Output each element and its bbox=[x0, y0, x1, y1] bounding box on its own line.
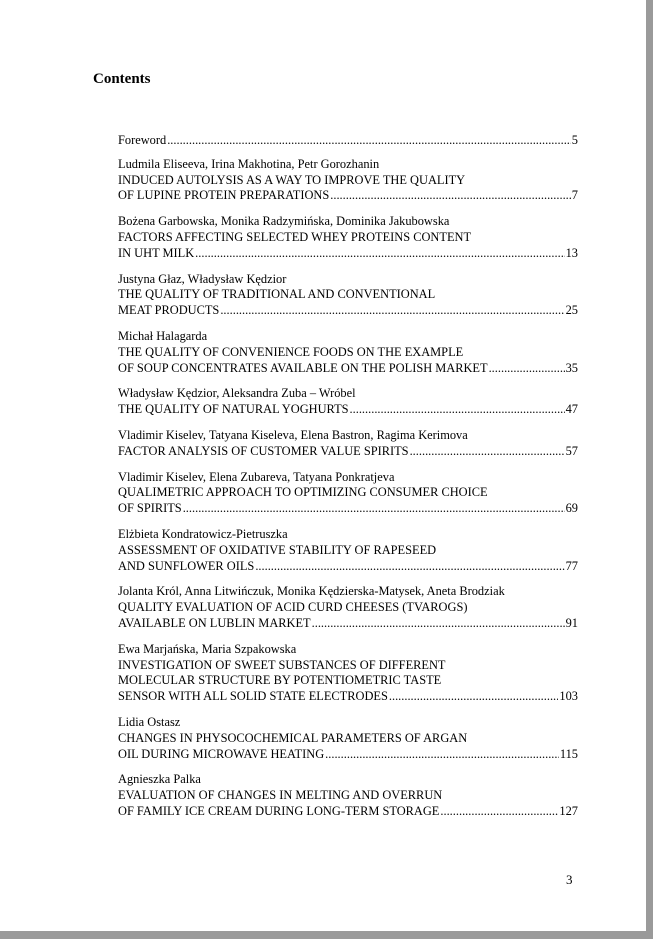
toc-entry-title-line: ASSESSMENT OF OXIDATIVE STABILITY OF RAPESEED bbox=[118, 542, 437, 557]
toc-entry-page-number: 13 bbox=[565, 245, 578, 260]
toc-entry-title-line: QUALIMETRIC APPROACH TO OPTIMIZING CONSUMER CHOICE bbox=[118, 485, 488, 500]
dot-leader bbox=[183, 501, 565, 517]
toc-entry-authors: Justyna Głaz, Władysław Kędzior bbox=[118, 271, 287, 286]
dot-leader bbox=[255, 559, 564, 575]
toc-entry-authors: Ewa Marjańska, Maria Szpakowska bbox=[118, 641, 297, 656]
toc-entry-title-line: EVALUATION OF CHANGES IN MELTING AND OVERRUN bbox=[118, 788, 443, 803]
viewer-bottom-border bbox=[0, 931, 653, 939]
toc-entry-leader-line bbox=[118, 804, 578, 820]
toc-entry-leader-line bbox=[118, 501, 578, 517]
toc-entry[interactable] bbox=[118, 428, 578, 460]
toc-entry-leader-line bbox=[118, 133, 578, 149]
toc-entry[interactable] bbox=[118, 214, 578, 261]
toc-entry[interactable] bbox=[118, 157, 578, 204]
toc-entry[interactable] bbox=[118, 470, 578, 517]
toc-entry-title-last-line: THE QUALITY OF NATURAL YOGHURTS bbox=[118, 402, 349, 417]
dot-leader bbox=[410, 444, 565, 460]
dot-leader bbox=[440, 804, 558, 820]
toc-entry-authors: Lidia Ostasz bbox=[118, 714, 181, 729]
toc-entry-page-number: 77 bbox=[565, 558, 578, 573]
dot-leader bbox=[312, 616, 565, 632]
toc-entry-page-number: 103 bbox=[559, 689, 578, 704]
toc-entry-page-number: 115 bbox=[559, 746, 578, 761]
toc-entry-title-last-line: AND SUNFLOWER OILS bbox=[118, 558, 255, 573]
toc-entry[interactable] bbox=[118, 527, 578, 574]
toc-entry-authors: Michał Halagarda bbox=[118, 328, 208, 343]
toc-entry-title-line: THE QUALITY OF TRADITIONAL AND CONVENTIONAL bbox=[118, 287, 436, 302]
toc-entry-leader-line bbox=[118, 402, 578, 418]
toc-entry-page-number: 91 bbox=[565, 615, 578, 630]
toc-entry[interactable] bbox=[118, 772, 578, 819]
toc-entry-page-number: 69 bbox=[565, 501, 578, 516]
toc-entry-page-number: 127 bbox=[559, 803, 578, 818]
toc-entry-authors: Vladimir Kiselev, Tatyana Kiseleva, Elena Bastron, Ragima Kerimova bbox=[118, 427, 468, 442]
toc-entry-title-last-line: FACTOR ANALYSIS OF CUSTOMER VALUE SPIRITS bbox=[118, 443, 409, 458]
toc-entry-title-line: THE QUALITY OF CONVENIENCE FOODS ON THE EXAMPLE bbox=[118, 344, 464, 359]
toc-entry-title-line: QUALITY EVALUATION OF ACID CURD CHEESES (TVAROGS) bbox=[118, 600, 468, 615]
page-number: 3 bbox=[566, 872, 573, 887]
toc-entry-title-line: CHANGES IN PHYSOCOCHEMICAL PARAMETERS OF ARGAN bbox=[118, 730, 468, 745]
toc-entry-leader-line bbox=[118, 689, 578, 705]
dot-leader bbox=[220, 303, 564, 319]
toc-entry-title-last-line: OF SPIRITS bbox=[118, 501, 182, 516]
toc-entry-title-last-line: SENSOR WITH ALL SOLID STATE ELECTRODES bbox=[118, 689, 388, 704]
toc-entry-leader-line bbox=[118, 616, 578, 632]
toc-entry-title-line: INVESTIGATION OF SWEET SUBSTANCES OF DIFFERENT bbox=[118, 657, 446, 672]
toc-entry-authors: Władysław Kędzior, Aleksandra Zuba – Wróbel bbox=[118, 386, 356, 401]
viewer-right-border bbox=[646, 0, 653, 939]
toc-entry-leader-line bbox=[118, 444, 578, 460]
toc-entry-leader-line bbox=[118, 747, 578, 763]
toc-entry-authors: Ludmila Eliseeva, Irina Makhotina, Petr Gorozhanin bbox=[118, 156, 380, 171]
toc-entry[interactable] bbox=[118, 329, 578, 376]
toc-entry-page-number: 25 bbox=[565, 303, 578, 318]
toc-entry-title-last-line: OIL DURING MICROWAVE HEATING bbox=[118, 746, 325, 761]
toc-entry-title-last-line: OF FAMILY ICE CREAM DURING LONG-TERM STORAGE bbox=[118, 803, 440, 818]
toc-entry-title-last-line: Foreword bbox=[118, 133, 167, 147]
toc-entry-page-number: 35 bbox=[565, 360, 578, 375]
toc-entry-leader-line bbox=[118, 559, 578, 575]
toc-entry[interactable] bbox=[118, 272, 578, 319]
toc-entry-leader-line bbox=[118, 303, 578, 319]
contents-heading: Contents bbox=[93, 71, 151, 87]
toc-entry-title-last-line: OF SOUP CONCENTRATES AVAILABLE ON THE POLISH MARKET bbox=[118, 360, 488, 375]
toc-entry-authors: Elżbieta Kondratowicz-Pietruszka bbox=[118, 526, 288, 541]
toc-entry-page-number: 7 bbox=[571, 188, 578, 203]
table-of-contents bbox=[118, 133, 578, 830]
toc-entry[interactable] bbox=[118, 715, 578, 762]
toc-entry[interactable] bbox=[118, 584, 578, 631]
toc-entry-leader-line bbox=[118, 361, 578, 377]
toc-entry-authors: Agnieszka Palka bbox=[118, 772, 201, 787]
toc-entry-authors: Vladimir Kiselev, Elena Zubareva, Tatyana Ponkratjeva bbox=[118, 469, 395, 484]
toc-entry-title-last-line: OF LUPINE PROTEIN PREPARATIONS bbox=[118, 188, 330, 203]
toc-entry[interactable] bbox=[118, 642, 578, 705]
toc-entry-title-last-line: MEAT PRODUCTS bbox=[118, 303, 220, 318]
toc-entry-title-line: MOLECULAR STRUCTURE BY POTENTIOMETRIC TASTE bbox=[118, 673, 442, 688]
toc-entry-leader-line bbox=[118, 188, 578, 204]
toc-entry-authors: Jolanta Król, Anna Litwińczuk, Monika Kędzierska-Matysek, Aneta Brodziak bbox=[118, 584, 505, 599]
dot-leader bbox=[330, 188, 571, 204]
toc-entry-title-last-line: AVAILABLE ON LUBLIN MARKET bbox=[118, 615, 311, 630]
toc-entry-title-line: INDUCED AUTOLYSIS AS A WAY TO IMPROVE THE QUALITY bbox=[118, 172, 466, 187]
toc-entry-page-number: 5 bbox=[571, 133, 578, 147]
dot-leader bbox=[195, 246, 564, 262]
toc-entry[interactable] bbox=[118, 133, 578, 149]
toc-entry-authors: Bożena Garbowska, Monika Radzymińska, Dominika Jakubowska bbox=[118, 214, 450, 229]
toc-entry-title-line: FACTORS AFFECTING SELECTED WHEY PROTEINS CONTENT bbox=[118, 229, 472, 244]
toc-entry[interactable] bbox=[118, 386, 578, 418]
dot-leader bbox=[389, 689, 559, 705]
toc-entry-leader-line bbox=[118, 246, 578, 262]
dot-leader bbox=[350, 402, 565, 418]
dot-leader bbox=[167, 133, 571, 149]
toc-entry-title-last-line: IN UHT MILK bbox=[118, 245, 195, 260]
dot-leader bbox=[325, 747, 559, 763]
toc-entry-page-number: 47 bbox=[565, 402, 578, 417]
dot-leader bbox=[489, 361, 565, 377]
toc-entry-page-number: 57 bbox=[565, 443, 578, 458]
